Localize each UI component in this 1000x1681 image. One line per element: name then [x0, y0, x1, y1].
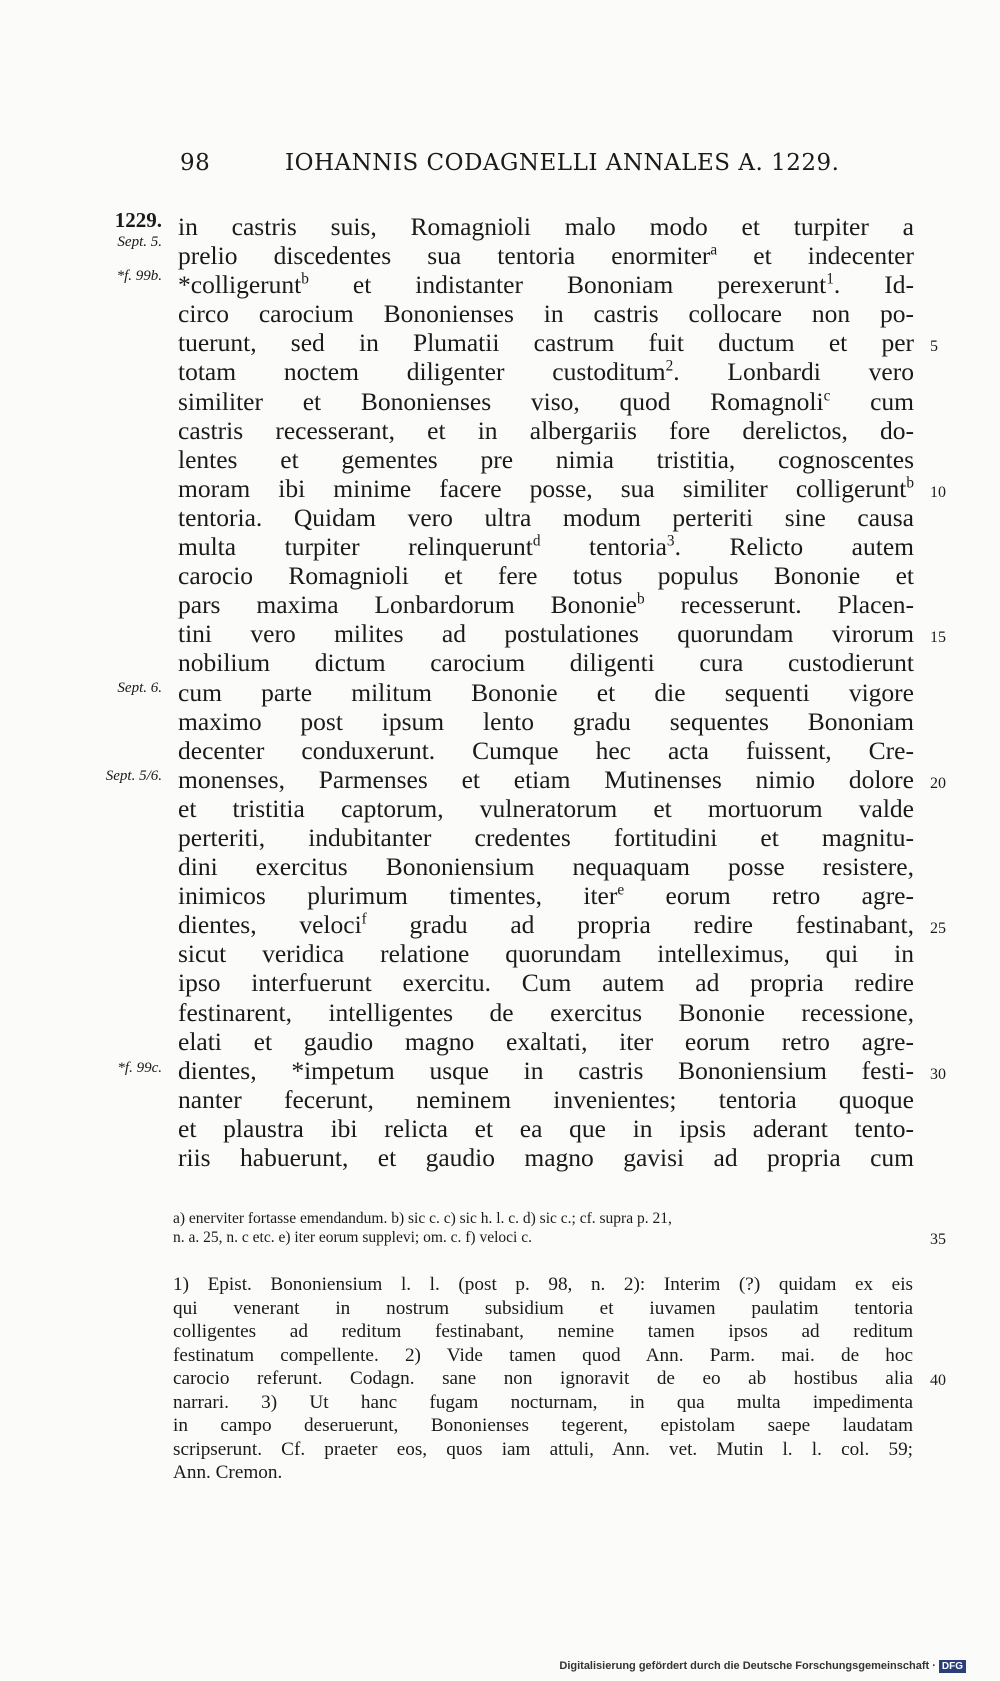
text-line: dientes, veloci$^f$ gradu ad propria redire festinabant, 25: [178, 910, 914, 939]
text-line: castris recesserant, et in albergariis fore derelictos, do-: [178, 415, 914, 445]
running-title: IOHANNIS CODAGNELLI ANNALES A. 1229.: [285, 150, 840, 176]
margin-date-sept5: Sept. 5.: [117, 234, 162, 250]
text-line: perteriti, indubitanter credentes fortitudini et magnitu-: [178, 822, 914, 852]
text-line: ipso interfuerunt exercitu. Cum autem ad propria redire: [178, 968, 914, 998]
text-line: circo carocium Bononienses in castris collocare non po-: [178, 299, 914, 329]
text-line: moram ibi minime facere posse, sua similiter colligerunt$^b$ 10: [178, 474, 914, 503]
commentary-notes: [173, 1273, 946, 1485]
text-line: elati et gaudio magno exaltati, iter eorum retro agre-: [178, 1026, 914, 1056]
text-line: cum parte militum Bononie et die sequenti vigore: [178, 677, 914, 707]
text-line: festinarent, intelligentes de exercitus Bononie recessione,: [178, 997, 914, 1027]
line-number: 5: [930, 338, 938, 356]
text-line: maximo post ipsum lento gradu sequentes Bononiam: [178, 706, 914, 736]
critical-note-line: n. a. 25, n. c etc. e) iter eorum supplevi; om. c. f) veloci c. 35: [173, 1229, 946, 1248]
commentary-line: scripserunt. Cf. praeter eos, quos iam attuli, Ann. vet. Mutin l. l. col. 59;: [173, 1438, 913, 1460]
credit-text: Digitalisierung gefördert durch die Deutsche Forschungsgemeinschaft ·: [559, 1660, 936, 1672]
commentary-line: in campo deseruerunt, Bononienses tegerent, epistolam saepe laudatam: [173, 1415, 913, 1436]
page-number: 98: [180, 150, 211, 176]
margin-folio-99c: *f. 99c.: [117, 1060, 162, 1076]
text-line: tini vero milites ad postulationes quorundam virorum 15: [178, 619, 914, 648]
text-line: et tristitia captorum, vulneratorum et mortuorum valde: [178, 793, 914, 823]
text-line: et plaustra ibi relicta et ea que in ipsis aderant tento-: [178, 1113, 914, 1143]
commentary-line: narrari. 3) Ut hanc fugam nocturnam, in qua multa impedimenta: [173, 1391, 913, 1413]
commentary-line: Ann. Cremon.: [173, 1462, 283, 1483]
line-number: 30: [930, 1065, 946, 1083]
margin-date-sept56: Sept. 5/6.: [105, 768, 162, 784]
line-number: 15: [930, 629, 946, 647]
text-line: tentoria. Quidam vero ultra modum perteriti sine causa: [178, 502, 914, 532]
text-line: nanter fecerunt, neminem invenientes; tentoria quoque: [178, 1084, 914, 1114]
text-line: dientes, *impetum usque in castris Bononiensium festi- 30: [178, 1056, 914, 1085]
commentary-line: carocio referunt. Codagn. sane non ignoravit de eo ab hostibus alia 40: [173, 1367, 913, 1391]
text-line: prelio discedentes sua tentoria enormiter$^a$ et indecenter: [178, 241, 914, 271]
text-line: multa turpiter relinquerunt$^d$ tentoria$^3$. Relicto autem: [178, 532, 914, 562]
text-line: pars maxima Lonbardorum Bononie$^b$ recesserunt. Placen-: [178, 590, 915, 620]
line-number: 10: [930, 483, 946, 501]
text-line: monenses, Parmenses et etiam Mutinenses nimio dolore 20: [178, 765, 914, 794]
text-line: sicut veridica relatione quorundam intelleximus, qui in: [178, 939, 914, 969]
text-line: dini exercitus Bononiensium nequaquam posse resistere,: [178, 852, 914, 882]
digitization-credit: [559, 1660, 966, 1673]
text-line: decenter conduxerunt. Cumque hec acta fuissent, Cre-: [178, 735, 914, 765]
text-line: tuerunt, sed in Plumatii castrum fuit ductum et per 5: [178, 328, 914, 357]
text-line: in castris suis, Romagnioli malo modo et turpiter a: [178, 212, 914, 241]
commentary-line: festinatum compellente. 2) Vide tamen quod Ann. Parm. mai. de hoc: [173, 1344, 913, 1366]
line-number: 25: [930, 920, 946, 938]
text-line: similiter et Bononienses viso, quod Romagnoli$^c$ cum: [178, 386, 915, 416]
text-line: inimicos plurimum timentes, iter$^e$ eorum retro agre-: [178, 881, 914, 911]
line-number: 35: [930, 1231, 946, 1248]
line-number: 20: [930, 774, 946, 792]
main-text: [178, 212, 946, 1172]
text-line: *colligerunt$^b$ et indistanter Bononiam perexerunt$^1$. Id-: [178, 270, 915, 300]
commentary-line: colligentes ad reditum festinabant, nemine tamen ipsos ad reditum: [173, 1321, 913, 1342]
margin-folio-99b: *f. 99b.: [116, 268, 162, 284]
text-line: nobilium dictum carocium diligenti cura custodierunt: [178, 648, 914, 678]
text-line: lentes et gementes pre nimia tristitia, cognoscentes: [178, 444, 914, 474]
margin-date-sept6: Sept. 6.: [117, 680, 162, 696]
text-line: totam noctem diligenter custoditum$^2$. Lonbardi vero: [178, 357, 914, 387]
margin-year: 1229.: [114, 208, 162, 232]
commentary-line: qui venerant in nostrum subsidium et iuvamen paulatim tentoria: [173, 1297, 913, 1319]
commentary-line: 1) Epist. Bononiensium l. l. (post p. 98, n. 2): Interim (?) quidam ex eis: [173, 1274, 913, 1295]
line-number: 40: [930, 1372, 946, 1389]
critical-note-line: a) enerviter fortasse emendandum. b) sic c. c) sic h. l. c. d) sic c.; cf. supra p. 21,: [173, 1210, 672, 1227]
dfg-logo-icon: DFG: [939, 1660, 966, 1673]
critical-apparatus: [173, 1209, 946, 1248]
text-line: riis habuerunt, et gaudio magno gavisi ad propria cum: [178, 1143, 914, 1172]
text-line: carocio Romagnioli et fere totus populus Bononie et: [178, 561, 914, 591]
